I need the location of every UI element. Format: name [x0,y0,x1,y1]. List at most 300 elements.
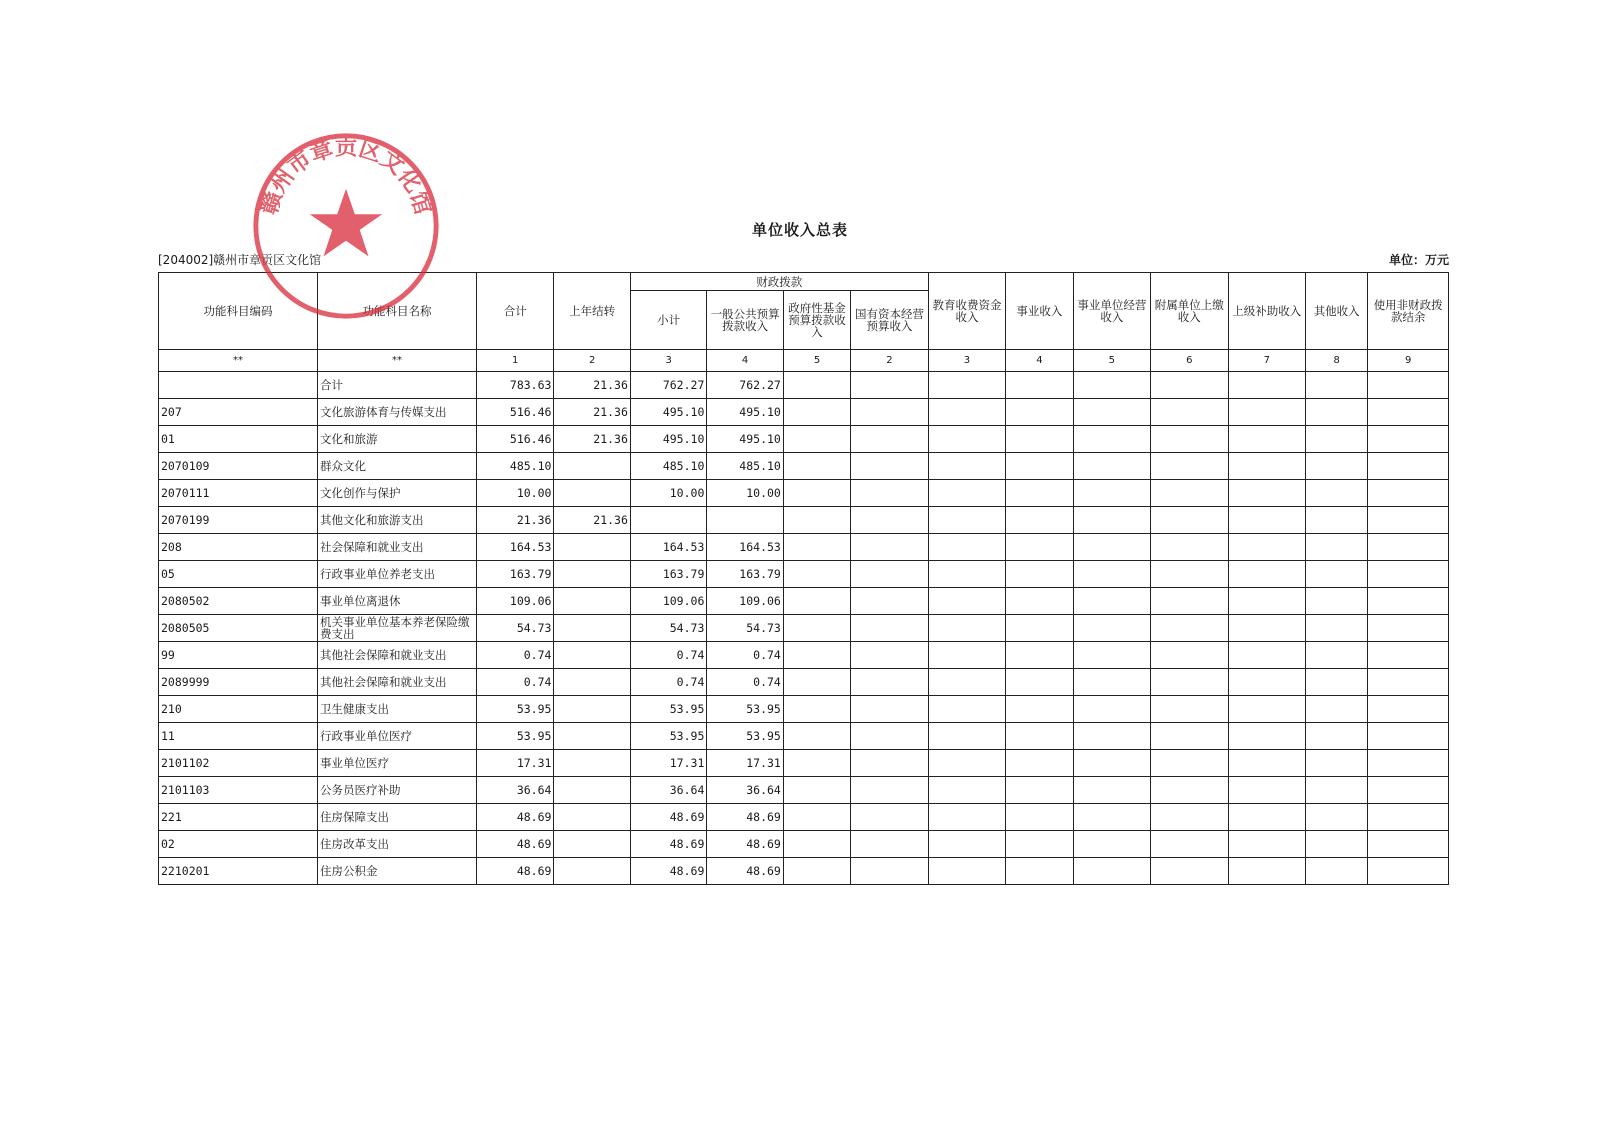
empty-cell [928,534,1005,561]
empty-cell [928,723,1005,750]
empty-cell [1006,453,1073,480]
name-cell [317,858,476,885]
empty-cell [928,372,1005,399]
total-cell: 0.74 [476,669,553,696]
name-text: 文化旅游体育与传媒支出 [319,405,447,419]
empty-cell [783,615,850,642]
empty-cell [783,642,850,669]
empty-cell [1368,669,1449,696]
table-row [159,372,1449,399]
empty-cell [1151,750,1228,777]
empty-cell [1306,534,1368,561]
empty-cell [851,561,928,588]
column-index-row [159,350,1449,372]
col-header-nonfiscal: 使用非财政拨款结余 [1368,273,1449,350]
col-header-state-capital: 国有资本经营预算收入 [851,291,928,350]
name-cell [317,534,476,561]
general-budget-cell: 495.10 [707,426,783,453]
page-title: 单位收入总表 [751,221,848,239]
general-budget-cell: 485.10 [707,453,783,480]
empty-cell [1306,642,1368,669]
empty-cell [1151,561,1228,588]
name-cell [317,642,476,669]
empty-cell [1073,831,1150,858]
code-cell: 2210201 [159,858,318,885]
subtotal-cell: 485.10 [630,453,706,480]
name-text: 住房公积金 [319,864,378,878]
empty-cell [1306,399,1368,426]
table-row [159,750,1449,777]
name-text: 其他文化和旅游支出 [319,513,424,527]
empty-cell [1006,750,1073,777]
general-budget-cell: 54.73 [707,615,783,642]
empty-cell [1228,453,1305,480]
empty-cell [1368,561,1449,588]
general-budget-cell: 48.69 [707,831,783,858]
empty-cell [1006,615,1073,642]
empty-cell [1006,642,1073,669]
index-cell: 2 [554,350,630,372]
empty-cell [1306,777,1368,804]
empty-cell [1228,534,1305,561]
empty-cell [851,831,928,858]
empty-cell [851,372,928,399]
total-cell: 53.95 [476,696,553,723]
svg-text:赣州市章贡区文化馆: 赣州市章贡区文化馆 [256,134,436,218]
official-seal-stamp [248,128,444,324]
table-row [159,804,1449,831]
subtotal-cell: 0.74 [630,642,706,669]
empty-cell [928,561,1005,588]
subtotal-cell: 53.95 [630,696,706,723]
empty-cell [1151,399,1228,426]
empty-cell [1368,831,1449,858]
total-cell: 485.10 [476,453,553,480]
total-cell: 48.69 [476,804,553,831]
col-header-general: 一般公共预算拨款收入 [707,291,783,350]
subtotal-cell: 109.06 [630,588,706,615]
empty-cell [1073,507,1150,534]
general-budget-cell: 0.74 [707,669,783,696]
empty-cell [1151,453,1228,480]
empty-cell [1228,372,1305,399]
empty-cell [1368,507,1449,534]
index-cell: 7 [1228,350,1305,372]
name-cell [317,615,476,642]
empty-cell [1228,507,1305,534]
empty-cell [1073,642,1150,669]
subtotal-cell: 17.31 [630,750,706,777]
subtotal-cell: 0.74 [630,669,706,696]
total-cell: 0.74 [476,642,553,669]
name-cell [317,507,476,534]
empty-cell [1073,453,1150,480]
index-cell: ** [317,350,476,372]
general-budget-cell: 495.10 [707,399,783,426]
col-header-edu-fee: 教育收费资金收入 [928,273,1005,350]
empty-cell [1228,426,1305,453]
empty-cell [1151,696,1228,723]
general-budget-cell: 762.27 [707,372,783,399]
code-cell: 05 [159,561,318,588]
empty-cell [783,561,850,588]
empty-cell [851,588,928,615]
table-row [159,777,1449,804]
empty-cell [1073,480,1150,507]
empty-cell [1006,534,1073,561]
empty-cell [1006,858,1073,885]
empty-cell [1073,696,1150,723]
empty-cell [1151,480,1228,507]
empty-cell [1368,750,1449,777]
code-cell: 2070199 [159,507,318,534]
empty-cell [783,804,850,831]
empty-cell [1151,507,1228,534]
empty-cell [1228,777,1305,804]
empty-cell [1073,777,1150,804]
empty-cell [1073,561,1150,588]
empty-cell [1306,561,1368,588]
code-cell: 2080502 [159,588,318,615]
total-cell: 17.31 [476,750,553,777]
empty-cell [1306,453,1368,480]
name-cell [317,480,476,507]
empty-cell [1006,777,1073,804]
index-cell: 4 [707,350,783,372]
table-row [159,831,1449,858]
subtotal-cell: 36.64 [630,777,706,804]
empty-cell [1306,615,1368,642]
carryover-cell [554,750,630,777]
empty-cell [1368,615,1449,642]
empty-cell [928,669,1005,696]
empty-cell [1228,480,1305,507]
empty-cell [1073,372,1150,399]
empty-cell [851,507,928,534]
empty-cell [1151,588,1228,615]
name-text: 住房改革支出 [319,837,389,851]
empty-cell [1151,804,1228,831]
empty-cell [1006,561,1073,588]
name-cell [317,561,476,588]
code-cell: 207 [159,399,318,426]
empty-cell [1368,426,1449,453]
empty-cell [1073,669,1150,696]
general-budget-cell: 164.53 [707,534,783,561]
unit-label: 单位：万元 [1388,253,1449,267]
index-cell: ** [159,350,318,372]
empty-cell [1306,858,1368,885]
general-budget-cell [707,507,783,534]
carryover-cell [554,669,630,696]
empty-cell [1151,426,1228,453]
total-cell: 783.63 [476,372,553,399]
carryover-cell [554,453,630,480]
general-budget-cell: 53.95 [707,723,783,750]
col-header-business: 事业收入 [1006,273,1073,350]
empty-cell [1073,804,1150,831]
subtotal-cell [630,507,706,534]
empty-cell [1006,480,1073,507]
empty-cell [851,642,928,669]
empty-cell [928,399,1005,426]
empty-cell [1006,696,1073,723]
empty-cell [1151,858,1228,885]
empty-cell [1228,723,1305,750]
empty-cell [1306,669,1368,696]
carryover-cell: 21.36 [554,399,630,426]
total-cell: 163.79 [476,561,553,588]
empty-cell [1368,777,1449,804]
carryover-cell [554,615,630,642]
empty-cell [928,642,1005,669]
subtotal-cell: 495.10 [630,399,706,426]
total-cell: 53.95 [476,723,553,750]
empty-cell [1306,831,1368,858]
empty-cell [851,804,928,831]
empty-cell [1368,399,1449,426]
empty-cell [1073,534,1150,561]
total-cell: 36.64 [476,777,553,804]
subtotal-cell: 495.10 [630,426,706,453]
table-row [159,669,1449,696]
empty-cell [783,831,850,858]
empty-cell [1151,723,1228,750]
name-text: 事业单位医疗 [319,756,389,770]
col-header-operating: 事业单位经营收入 [1073,273,1150,350]
carryover-cell: 21.36 [554,426,630,453]
empty-cell [1006,831,1073,858]
empty-cell [1006,372,1073,399]
subtotal-cell: 48.69 [630,804,706,831]
empty-cell [928,858,1005,885]
code-cell: 11 [159,723,318,750]
empty-cell [1006,399,1073,426]
table-row [159,642,1449,669]
table-row [159,615,1449,642]
name-text: 行政事业单位医疗 [319,729,412,743]
name-text: 其他社会保障和就业支出 [319,675,447,689]
name-cell [317,399,476,426]
general-budget-cell: 17.31 [707,750,783,777]
empty-cell [1228,804,1305,831]
empty-cell [928,804,1005,831]
general-budget-cell: 53.95 [707,696,783,723]
total-cell: 516.46 [476,426,553,453]
carryover-cell [554,723,630,750]
empty-cell [1368,453,1449,480]
carryover-cell [554,804,630,831]
empty-cell [1306,750,1368,777]
index-cell: 6 [1151,350,1228,372]
empty-cell [928,426,1005,453]
code-cell: 2089999 [159,669,318,696]
table-row [159,507,1449,534]
col-header-name: 功能科目名称 [317,273,476,350]
col-header-code: 功能科目编码 [159,273,318,350]
empty-cell [928,507,1005,534]
empty-cell [928,615,1005,642]
code-cell: 02 [159,831,318,858]
empty-cell [1368,480,1449,507]
empty-cell [1306,696,1368,723]
empty-cell [1368,696,1449,723]
col-header-fiscal-group: 财政拨款 [630,273,928,291]
name-cell [317,453,476,480]
carryover-cell [554,588,630,615]
empty-cell [783,507,850,534]
empty-cell [1073,426,1150,453]
empty-cell [1368,858,1449,885]
empty-cell [928,453,1005,480]
empty-cell [851,399,928,426]
empty-cell [851,777,928,804]
index-cell: 9 [1368,350,1449,372]
empty-cell [1228,831,1305,858]
index-cell: 5 [783,350,850,372]
empty-cell [1151,615,1228,642]
code-cell: 2101102 [159,750,318,777]
empty-cell [928,777,1005,804]
carryover-cell [554,480,630,507]
table-body [159,350,1449,885]
total-cell: 48.69 [476,831,553,858]
empty-cell [851,615,928,642]
empty-cell [851,750,928,777]
subtotal-cell: 53.95 [630,723,706,750]
carryover-cell: 21.36 [554,372,630,399]
name-text: 住房保障支出 [319,810,389,824]
general-budget-cell: 163.79 [707,561,783,588]
empty-cell [1368,588,1449,615]
carryover-cell [554,696,630,723]
carryover-cell [554,777,630,804]
name-cell [317,750,476,777]
carryover-cell: 21.36 [554,507,630,534]
empty-cell [1368,534,1449,561]
empty-cell [1228,615,1305,642]
name-text: 合计 [319,378,343,392]
general-budget-cell: 0.74 [707,642,783,669]
general-budget-cell: 48.69 [707,804,783,831]
empty-cell [1228,588,1305,615]
table-row [159,453,1449,480]
empty-cell [851,453,928,480]
empty-cell [1368,372,1449,399]
subtotal-cell: 762.27 [630,372,706,399]
index-cell: 2 [851,350,928,372]
carryover-cell [554,858,630,885]
code-cell: 221 [159,804,318,831]
empty-cell [1306,480,1368,507]
empty-cell [851,426,928,453]
table-row [159,561,1449,588]
code-cell: 01 [159,426,318,453]
col-header-gov-fund: 政府性基金预算拨款收入 [783,291,850,350]
empty-cell [1151,669,1228,696]
code-cell: 2070111 [159,480,318,507]
empty-cell [1151,372,1228,399]
code-cell: 208 [159,534,318,561]
name-cell [317,669,476,696]
subtotal-cell: 54.73 [630,615,706,642]
name-cell [317,777,476,804]
name-text: 文化和旅游 [319,432,378,446]
empty-cell [928,831,1005,858]
total-cell: 10.00 [476,480,553,507]
empty-cell [1151,777,1228,804]
empty-cell [1073,750,1150,777]
code-cell: 2070109 [159,453,318,480]
index-cell: 5 [1073,350,1150,372]
empty-cell [851,696,928,723]
empty-cell [783,372,850,399]
table-row [159,696,1449,723]
empty-cell [1073,399,1150,426]
empty-cell [1368,642,1449,669]
carryover-cell [554,534,630,561]
empty-cell [1228,642,1305,669]
total-cell: 109.06 [476,588,553,615]
empty-cell [783,750,850,777]
empty-cell [1368,723,1449,750]
subtotal-cell: 164.53 [630,534,706,561]
name-text: 卫生健康支出 [319,702,389,716]
empty-cell [783,723,850,750]
empty-cell [1151,642,1228,669]
name-text: 群众文化 [319,459,366,473]
empty-cell [783,399,850,426]
table-row [159,588,1449,615]
name-text: 其他社会保障和就业支出 [319,648,447,662]
empty-cell [1228,561,1305,588]
index-cell: 4 [1006,350,1073,372]
table-row [159,723,1449,750]
name-text: 社会保障和就业支出 [319,540,424,554]
empty-cell [1073,858,1150,885]
empty-cell [1073,615,1150,642]
table-row [159,480,1449,507]
empty-cell [1228,858,1305,885]
subtotal-cell: 10.00 [630,480,706,507]
name-text: 事业单位离退休 [319,594,401,608]
index-cell: 1 [476,350,553,372]
general-budget-cell: 10.00 [707,480,783,507]
col-header-other: 其他收入 [1306,273,1368,350]
empty-cell [851,480,928,507]
name-cell [317,696,476,723]
empty-cell [783,669,850,696]
code-cell: 2080505 [159,615,318,642]
empty-cell [851,534,928,561]
name-cell [317,426,476,453]
col-header-subtotal: 小计 [630,291,706,350]
table-row [159,426,1449,453]
empty-cell [928,480,1005,507]
code-cell: 210 [159,696,318,723]
empty-cell [1228,399,1305,426]
total-cell: 54.73 [476,615,553,642]
total-cell: 516.46 [476,399,553,426]
empty-cell [783,480,850,507]
empty-cell [1006,723,1073,750]
index-cell: 8 [1306,350,1368,372]
name-text: 文化创作与保护 [319,486,401,500]
empty-cell [783,426,850,453]
general-budget-cell: 109.06 [707,588,783,615]
name-text: 行政事业单位养老支出 [319,567,435,581]
total-cell: 21.36 [476,507,553,534]
